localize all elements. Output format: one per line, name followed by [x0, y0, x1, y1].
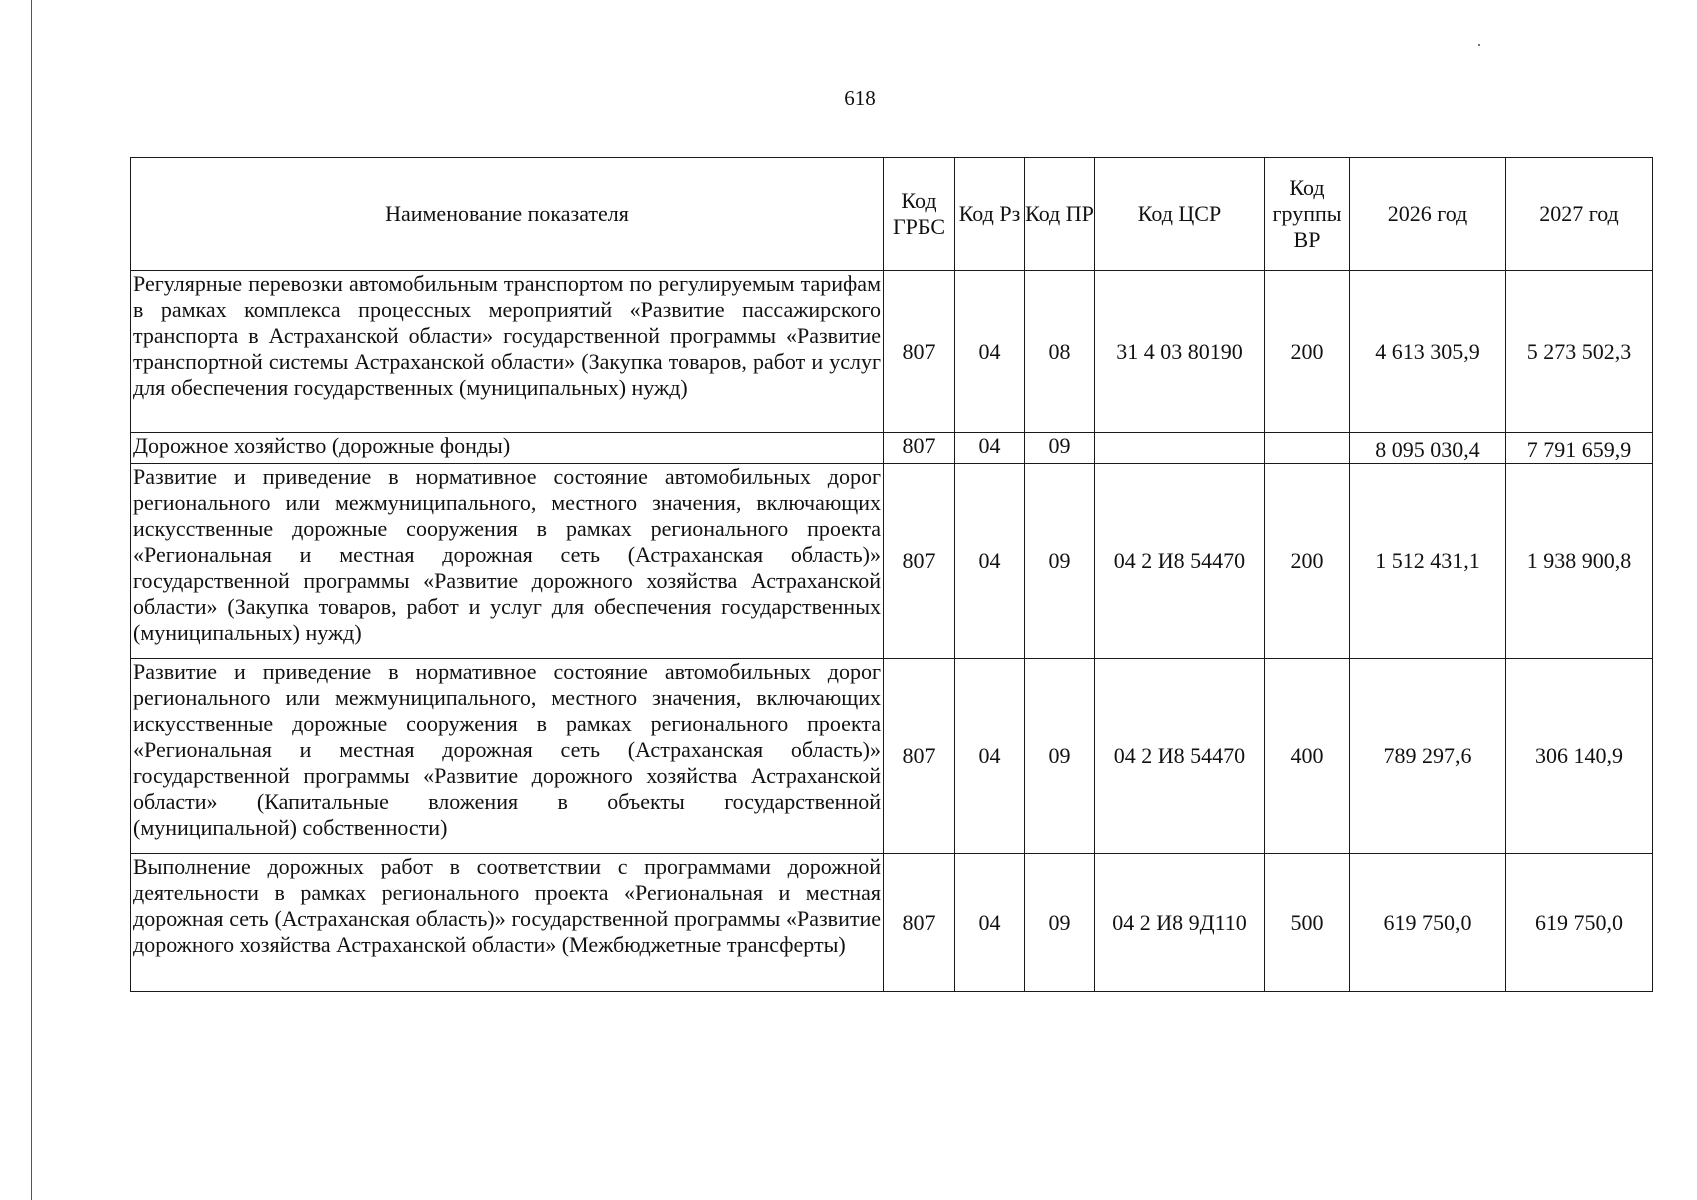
- scan-speck: [1478, 44, 1480, 46]
- header-rz: Код Рз: [955, 158, 1025, 271]
- budget-table: [130, 157, 1653, 992]
- row-name: Развитие и приведение в нормативное состояние автомобильных дорог регионального или межмуниципального, местного значения, включающих искусственные дорожные сооружения в рамках регионального проекта «Региональная и местная дорожная сеть (Астраханская область)» государственной программы «Развитие дорожного хозяйства Астраханской области» (Капитальные вложения в объекты государственной (муниципальной) собственности): [131, 659, 884, 854]
- header-2027: 2027 год: [1506, 158, 1653, 271]
- row-name: Выполнение дорожных работ в соответствии с программами дорожной деятельности в рамках регионального проекта «Региональная и местная дорожная сеть (Астраханская область)» государственной программы «Развитие дорожного хозяйства Астраханской области» (Межбюджетные трансферты): [131, 854, 884, 992]
- row-rz: 04: [955, 464, 1025, 659]
- table-row: [131, 464, 1653, 659]
- row-csr: 04 2 И8 54470: [1095, 464, 1265, 659]
- header-2026: 2026 год: [1350, 158, 1506, 271]
- scan-edge-line: [31, 0, 32, 1200]
- row-name: Развитие и приведение в нормативное состояние автомобильных дорог регионального или межмуниципального, местного значения, включающих искусственные дорожные сооружения в рамках регионального проекта «Региональная и местная дорожная сеть (Астраханская область)» государственной программы «Развитие дорожного хозяйства Астраханской области» (Закупка товаров, работ и услуг для обеспечения государственных (муниципальных) нужд): [131, 464, 884, 659]
- row-rz: 04: [955, 433, 1025, 464]
- row-csr: 31 4 03 80190: [1095, 271, 1265, 433]
- row-csr: 04 2 И8 54470: [1095, 659, 1265, 854]
- row-vr: 200: [1265, 464, 1350, 659]
- row-grbs: 807: [884, 854, 955, 992]
- header-csr: Код ЦСР: [1095, 158, 1265, 271]
- row-2027: 7 791 659,9: [1506, 433, 1653, 464]
- row-grbs: 807: [884, 433, 955, 464]
- row-2026: 789 297,6: [1350, 659, 1506, 854]
- header-name: Наименование показателя: [131, 158, 884, 271]
- row-name: Регулярные перевозки автомобильным транспортом по регулируемым тарифам в рамках комплекса процессных мероприятий «Развитие пассажирского транспорта в Астраханской области» государственной программы «Развитие транспортной системы Астраханской области» (Закупка товаров, работ и услуг для обеспечения государственных (муниципальных) нужд): [131, 271, 884, 433]
- row-vr: 200: [1265, 271, 1350, 433]
- row-2026: 619 750,0: [1350, 854, 1506, 992]
- header-vr: Код группы ВР: [1265, 158, 1350, 271]
- table-header-row: [131, 158, 1653, 271]
- header-grbs: Код ГРБС: [884, 158, 955, 271]
- row-grbs: 807: [884, 271, 955, 433]
- row-2027: 619 750,0: [1506, 854, 1653, 992]
- row-vr: 400: [1265, 659, 1350, 854]
- row-rz: 04: [955, 854, 1025, 992]
- row-vr: [1265, 433, 1350, 464]
- row-csr: [1095, 433, 1265, 464]
- row-2027: 306 140,9: [1506, 659, 1653, 854]
- row-2026: 8 095 030,4: [1350, 433, 1506, 464]
- row-2027: 5 273 502,3: [1506, 271, 1653, 433]
- table-row: [131, 854, 1653, 992]
- page-number: 618: [844, 86, 876, 110]
- row-pr: 08: [1025, 271, 1095, 433]
- header-pr: Код ПР: [1025, 158, 1095, 271]
- row-grbs: 807: [884, 659, 955, 854]
- row-pr: 09: [1025, 433, 1095, 464]
- row-grbs: 807: [884, 464, 955, 659]
- row-rz: 04: [955, 271, 1025, 433]
- row-rz: 04: [955, 659, 1025, 854]
- row-pr: 09: [1025, 854, 1095, 992]
- table-row: [131, 433, 1653, 464]
- table-row: [131, 271, 1653, 433]
- row-2027: 1 938 900,8: [1506, 464, 1653, 659]
- row-name: Дорожное хозяйство (дорожные фонды): [131, 433, 884, 464]
- row-vr: 500: [1265, 854, 1350, 992]
- table-row: [131, 659, 1653, 854]
- row-pr: 09: [1025, 464, 1095, 659]
- row-2026: 1 512 431,1: [1350, 464, 1506, 659]
- row-csr: 04 2 И8 9Д110: [1095, 854, 1265, 992]
- row-2026: 4 613 305,9: [1350, 271, 1506, 433]
- row-pr: 09: [1025, 659, 1095, 854]
